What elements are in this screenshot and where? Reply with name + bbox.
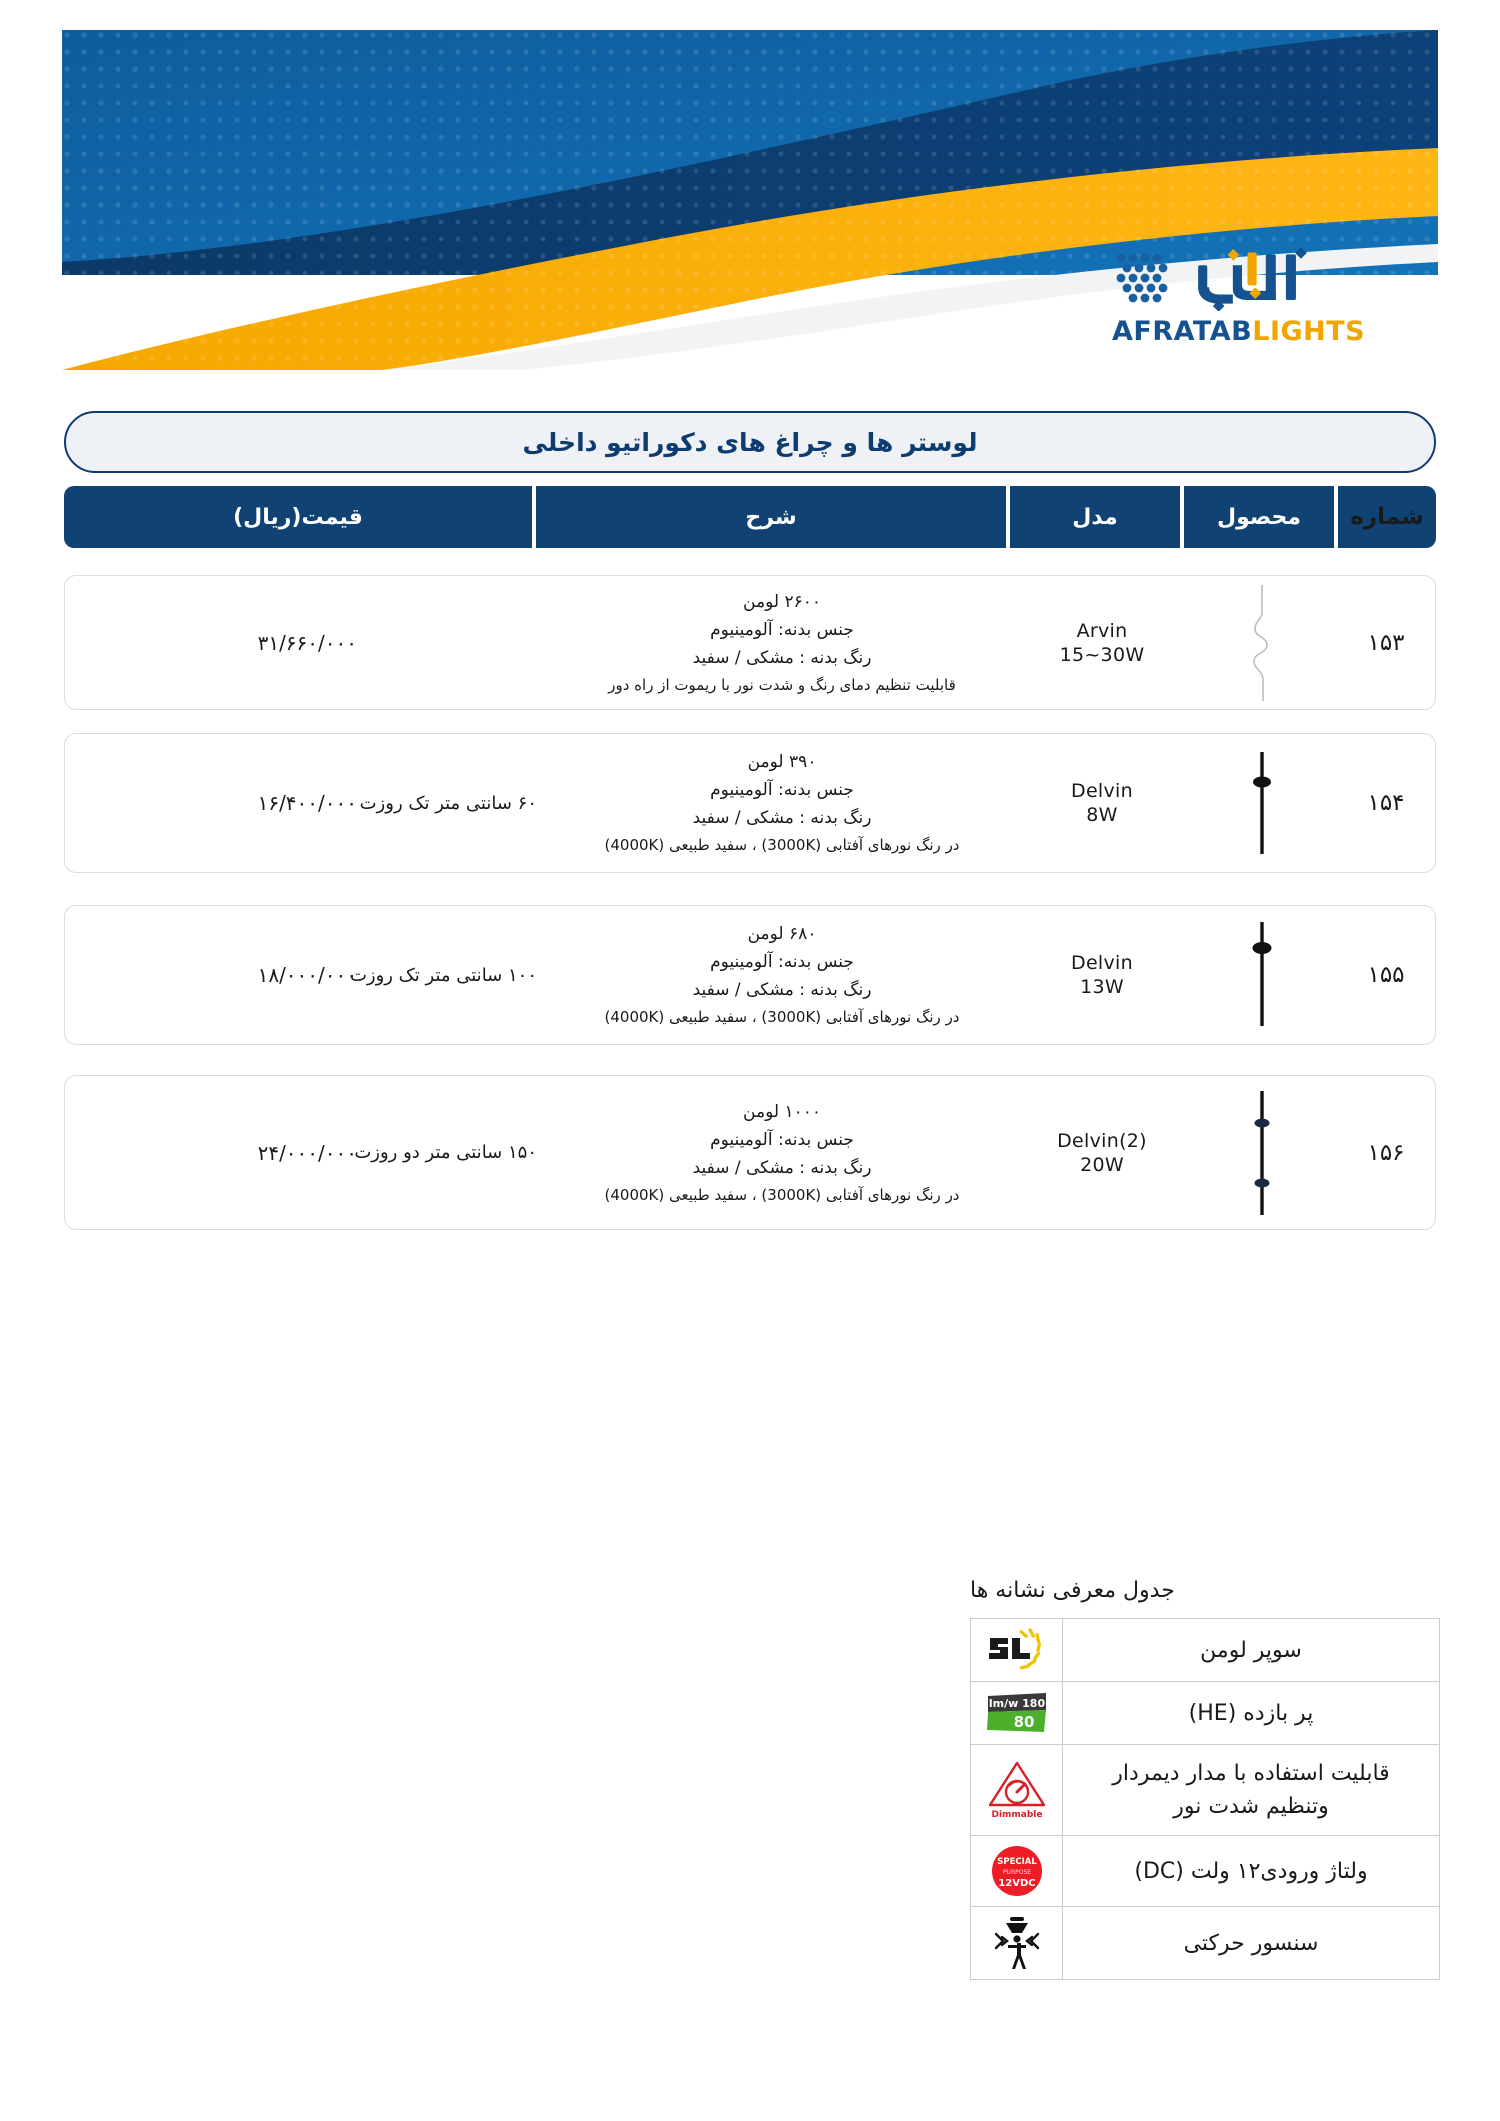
legend-label: پر بازده (HE) xyxy=(1063,1682,1440,1745)
description-line: ۳۹۰ لومن xyxy=(747,752,817,772)
legend-icon-cell xyxy=(971,1682,1063,1745)
description-line: در رنگ نورهای آفتابی (3000K) ، سفید طبیعی (4000K) xyxy=(604,836,960,854)
row-number: ۱۵۴ xyxy=(1367,790,1405,816)
model-name: Delvin(2) xyxy=(1057,1129,1147,1152)
high-efficiency-icon xyxy=(984,1690,1050,1736)
price-note: ۱۰۰ سانتی متر تک روزت xyxy=(349,964,537,986)
model-cell xyxy=(1017,734,1187,872)
legend-label: سوپر لومن xyxy=(1063,1619,1440,1682)
legend-row xyxy=(971,1907,1440,1980)
price-cell xyxy=(65,576,547,709)
description-line: ۱۰۰۰ لومن xyxy=(743,1101,821,1122)
product-image xyxy=(1187,576,1337,709)
logo-word-afratab: AFRATAB xyxy=(1112,316,1253,347)
pendant-bar-single-icon xyxy=(1247,748,1277,858)
pendant-bar-double-icon xyxy=(1247,1089,1277,1217)
he-lm-per-w-text: 180 lm/w xyxy=(988,1697,1045,1710)
column-header-model: مدل xyxy=(1010,486,1180,548)
legend-row xyxy=(971,1745,1440,1836)
column-header-product: محصول xyxy=(1184,486,1334,548)
pendant-bar-single-icon xyxy=(1247,920,1277,1030)
legend-title: جدول معرفی نشانه ها xyxy=(970,1578,1175,1603)
voltage-text: 12VDC xyxy=(997,1878,1036,1889)
column-header-description: شرح xyxy=(536,486,1006,548)
price-value: ۲۴/۰۰۰/۰۰۰ xyxy=(257,1140,357,1165)
description-line: جنس بدنه: آلومینیوم xyxy=(710,1129,854,1150)
legend-row xyxy=(971,1836,1440,1907)
special-purpose-12vdc-icon xyxy=(990,1844,1044,1898)
description-line: جنس بدنه: آلومینیوم xyxy=(710,780,854,800)
product-image xyxy=(1187,906,1337,1044)
legend-label: ولتاژ ورودی۱۲ ولت (DC) xyxy=(1063,1836,1440,1907)
model-power: 15~30W xyxy=(1059,643,1145,666)
description-cell xyxy=(547,576,1017,709)
description-line: در رنگ نورهای آفتابی (3000K) ، سفید طبیعی (4000K) xyxy=(604,1185,960,1204)
legend-row xyxy=(971,1619,1440,1682)
description-line: جنس بدنه: آلومینیوم xyxy=(710,952,854,972)
logo-persian-script-icon xyxy=(1178,247,1315,311)
product-table-header xyxy=(64,486,1436,548)
model-cell xyxy=(1017,576,1187,709)
description-line: ۶۸۰ لومن xyxy=(747,924,817,944)
legend-label: قابلیت استفاده با مدار دیمردار وتنظیم شدت نور xyxy=(1063,1745,1440,1836)
model-power: 20W xyxy=(1080,1153,1124,1176)
model-power: 8W xyxy=(1086,804,1118,826)
purpose-text: PURPOSE xyxy=(1002,1869,1031,1876)
section-title xyxy=(64,411,1436,473)
legend-table xyxy=(970,1618,1440,1980)
model-cell xyxy=(1017,906,1187,1044)
price-cell xyxy=(65,734,547,872)
description-cell xyxy=(547,734,1017,872)
product-image xyxy=(1187,1076,1337,1229)
model-power: 13W xyxy=(1080,976,1124,998)
legend-icon-cell xyxy=(971,1619,1063,1682)
description-cell xyxy=(547,1076,1017,1229)
row-number: ۱۵۵ xyxy=(1367,962,1405,988)
legend-icon-cell xyxy=(971,1836,1063,1907)
super-lumen-icon xyxy=(986,1627,1048,1673)
he-cri-text: 80 xyxy=(1013,1713,1034,1731)
model-name: Delvin xyxy=(1071,952,1133,974)
logo-word-lights: LIGHTS xyxy=(1252,316,1366,347)
brand-logo xyxy=(1112,242,1366,357)
dimmable-icon xyxy=(985,1759,1049,1821)
logo-wordmark xyxy=(1112,316,1366,347)
row-number: ۱۵۶ xyxy=(1367,1139,1405,1166)
description-line: رنگ بدنه : مشکی / سفید xyxy=(692,647,872,668)
pendant-wavy-cord-icon xyxy=(1242,583,1282,703)
table-row[interactable] xyxy=(64,733,1436,873)
description-line: رنگ بدنه : مشکی / سفید xyxy=(692,980,872,1000)
price-value: ۱۶/۴۰۰/۰۰۰ xyxy=(257,791,357,815)
column-header-price: قیمت(ریال) xyxy=(64,486,532,548)
row-number: ۱۵۳ xyxy=(1367,629,1405,656)
description-line: رنگ بدنه : مشکی / سفید xyxy=(692,1157,872,1178)
column-header-number: شماره xyxy=(1338,486,1436,548)
description-line: رنگ بدنه : مشکی / سفید xyxy=(692,808,872,828)
table-row[interactable] xyxy=(64,1075,1436,1230)
legend-icon-cell xyxy=(971,1745,1063,1836)
legend-icon-cell xyxy=(971,1907,1063,1980)
dimmable-label-text: Dimmable xyxy=(990,1810,1043,1820)
model-cell xyxy=(1017,1076,1187,1229)
description-line: جنس بدنه: آلومینیوم xyxy=(710,619,854,640)
product-image xyxy=(1187,734,1337,872)
special-text: SPECIAL xyxy=(996,1857,1037,1867)
price-note: ۶۰ سانتی متر تک روزت xyxy=(359,792,537,814)
table-row[interactable] xyxy=(64,905,1436,1045)
description-line: قابلیت تنظیم دمای رنگ و شدت نور با ریموت از راه دور xyxy=(608,675,956,694)
price-value: ۳۱/۶۶۰/۰۰۰ xyxy=(257,630,357,655)
price-note: ۱۵۰ سانتی متر دو روزت xyxy=(354,1142,537,1163)
motion-sensor-icon xyxy=(988,1915,1046,1971)
logo-dot-cluster-icon xyxy=(1112,248,1174,310)
legend-label: سنسور حرکتی xyxy=(1063,1907,1440,1980)
price-value: ۱۸/۰۰۰/۰۰۰ xyxy=(257,963,357,987)
model-name: Delvin xyxy=(1071,780,1133,802)
description-line: در رنگ نورهای آفتابی (3000K) ، سفید طبیعی (4000K) xyxy=(604,1008,960,1026)
table-row[interactable] xyxy=(64,575,1436,710)
section-title-text: لوستر ها و چراغ های دکوراتیو داخلی xyxy=(522,427,978,457)
price-cell xyxy=(65,1076,547,1229)
price-cell xyxy=(65,906,547,1044)
description-cell xyxy=(547,906,1017,1044)
description-line: ۲۶۰۰ لومن xyxy=(743,591,821,612)
legend-row xyxy=(971,1682,1440,1745)
model-name: Arvin xyxy=(1076,619,1128,642)
